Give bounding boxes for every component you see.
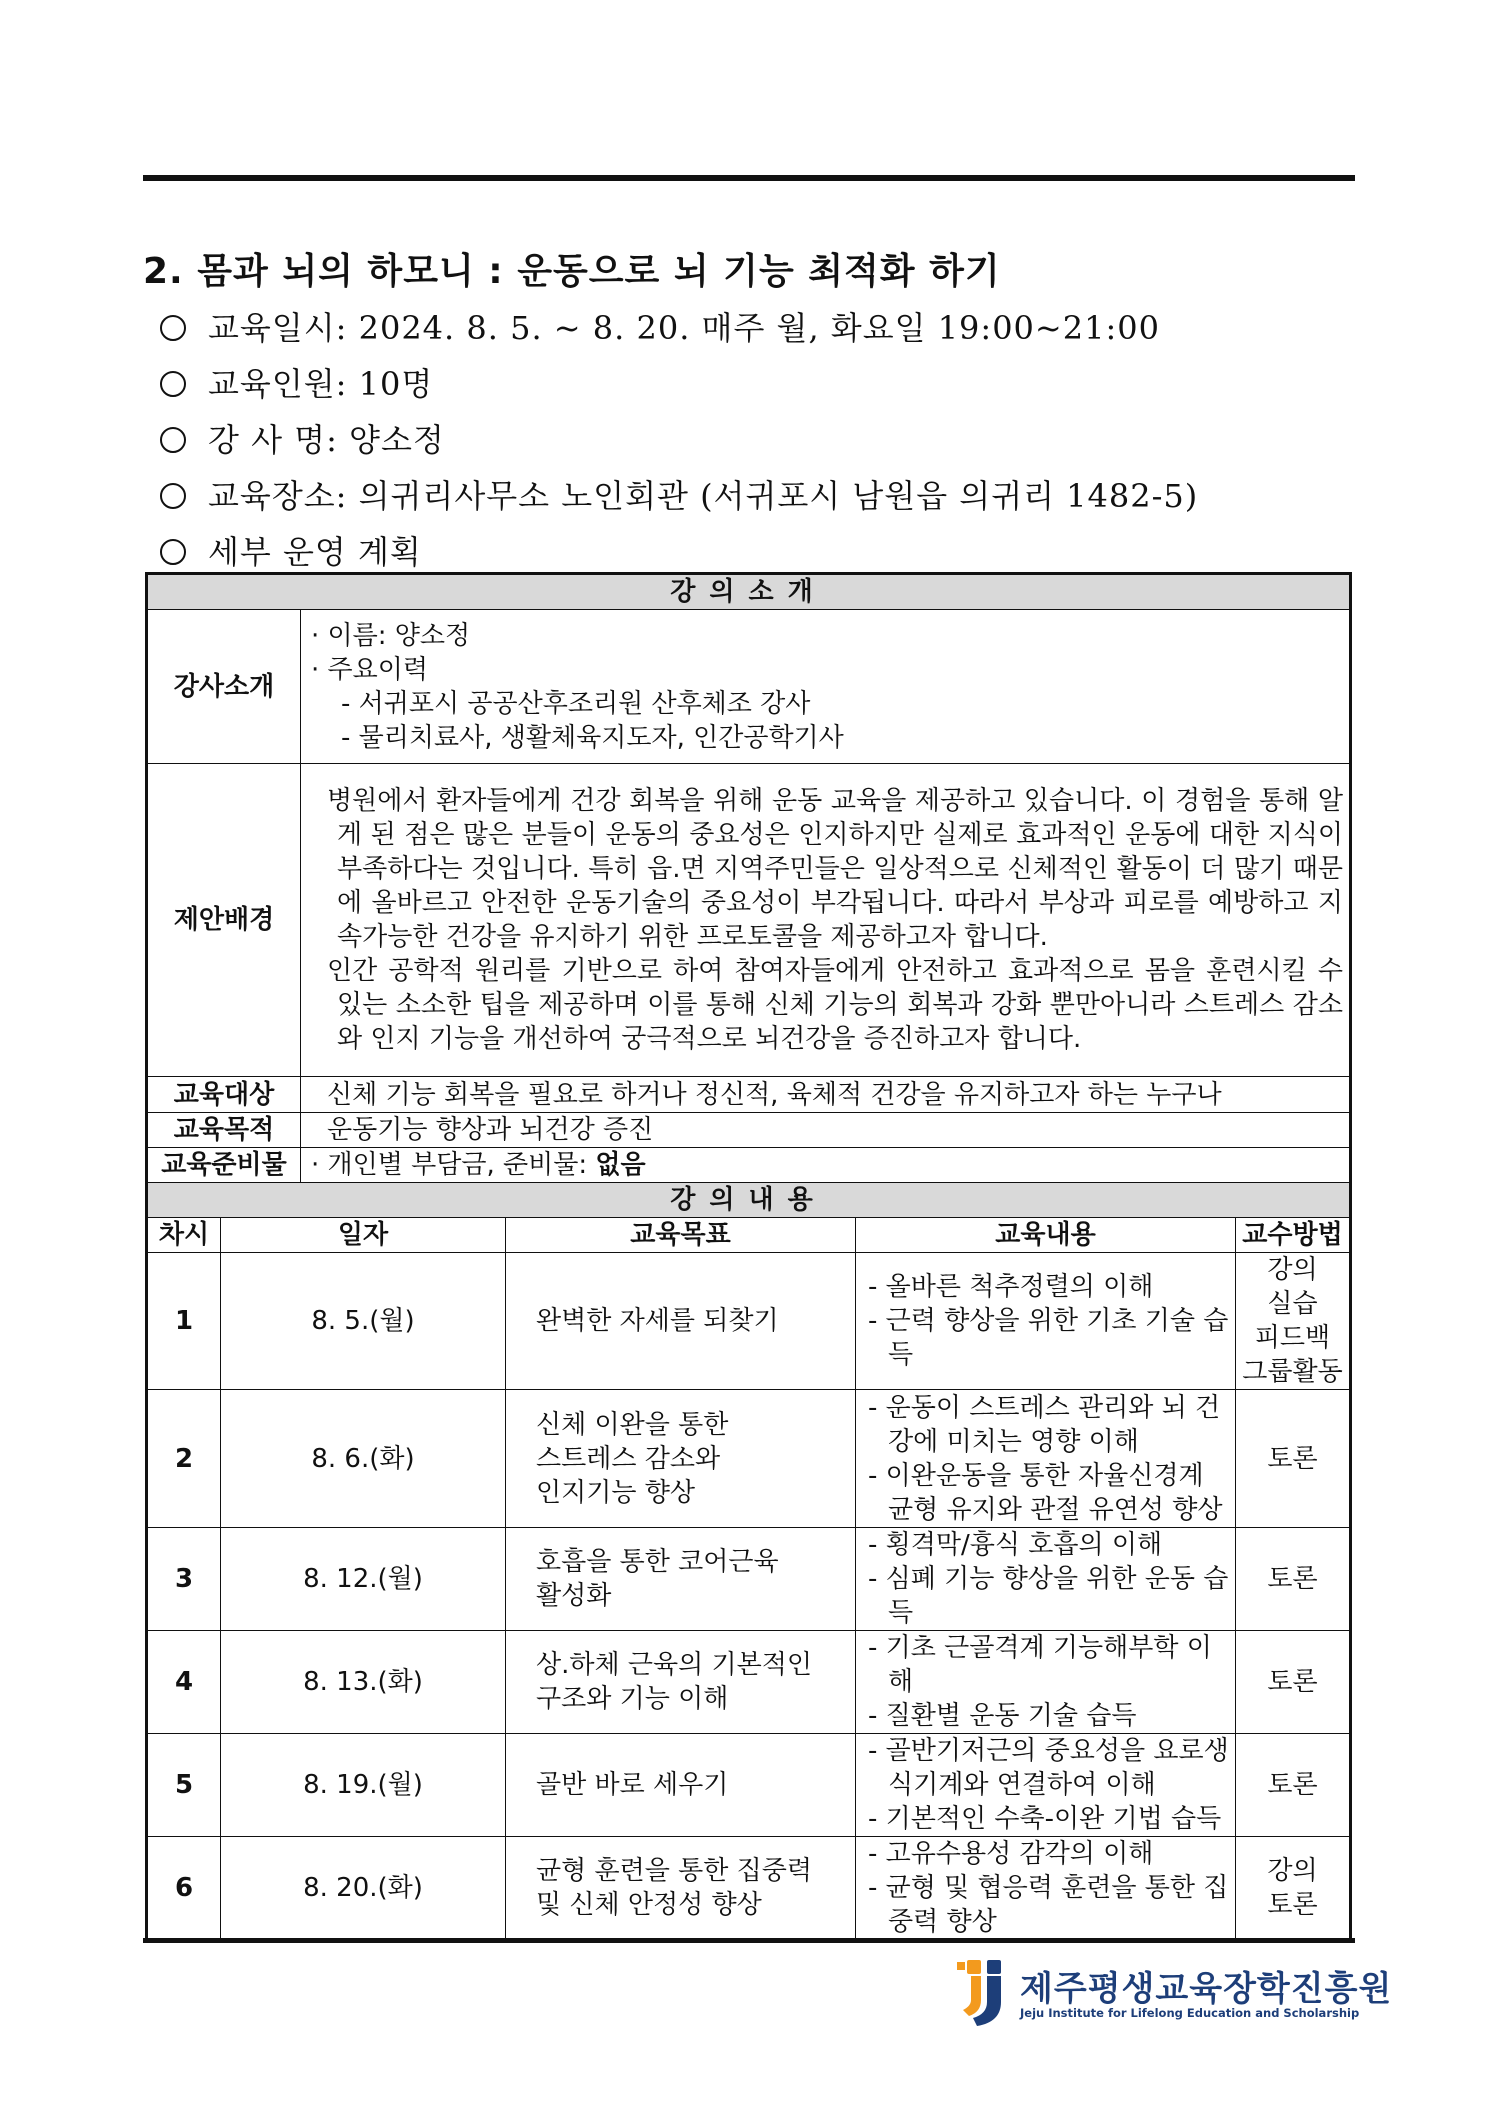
- session-method: [1236, 1390, 1351, 1528]
- method-item: 피드백: [1254, 1323, 1331, 1353]
- session-content: [856, 1631, 1236, 1734]
- objective-line: 상.하체 근육의 기본적인: [536, 1650, 812, 1680]
- method-item: 토론: [1267, 1667, 1318, 1697]
- schedule-body: [147, 1253, 1351, 1941]
- content-item: - 질환별 운동 기술 습득: [868, 1701, 1137, 1731]
- objective-line: 및 신체 안정성 향상: [536, 1890, 762, 1920]
- top-rule: [143, 175, 1355, 181]
- schedule-row: [147, 1837, 1351, 1941]
- content-item: - 골반기저근의 중요성을 요로생식기계와 연결하여 이해: [868, 1736, 1229, 1800]
- institute-logo-icon: [957, 1960, 1013, 2026]
- schedule-row: [147, 1390, 1351, 1528]
- content-item: - 심폐 기능 향상을 위한 운동 습득: [868, 1564, 1229, 1628]
- section-heading: 2. 몸과 뇌의 하모니 : 운동으로 뇌 기능 최적화 하기: [143, 251, 1001, 292]
- institute-name-en: Jeju Institute for Lifelong Education and Scholarship: [1020, 2006, 1360, 2020]
- content-item: - 올바른 척추정렬의 이해: [868, 1272, 1154, 1302]
- content-item: - 이완운동을 통한 자율신경계 균형 유지와 관절 유연성 향상: [868, 1460, 1223, 1525]
- schedule-section-title: 강의내용: [147, 1183, 1351, 1218]
- instructor-label: 강사소개: [147, 610, 301, 764]
- session-number: 1: [147, 1253, 221, 1390]
- background-label: 제안배경: [147, 764, 301, 1077]
- content-item: - 근력 향상을 위한 기초 기술 습득: [868, 1306, 1229, 1370]
- session-objective: [506, 1390, 856, 1528]
- institute-name: 제주평생교육장학진흥원: [1020, 1969, 1393, 2009]
- session-objective: [506, 1837, 856, 1941]
- method-item: 실습: [1267, 1289, 1318, 1319]
- schedule-row: [147, 1253, 1351, 1390]
- session-method: [1236, 1734, 1351, 1837]
- instructor-career-item: - 물리치료사, 생활체육지도자, 인간공학기사: [341, 722, 844, 753]
- session-content: [856, 1837, 1236, 1941]
- session-number: 6: [147, 1837, 221, 1941]
- target-value: 신체 기능 회복을 필요로 하거나 정신적, 육체적 건강을 유지하고자 하는 누구나: [301, 1077, 1351, 1113]
- plan-table: [145, 572, 1352, 1942]
- schedule-row: [147, 1631, 1351, 1734]
- objective-line: 인지기능 향상: [536, 1477, 695, 1508]
- session-number: 2: [147, 1390, 221, 1528]
- session-method: [1236, 1837, 1351, 1941]
- circle-bullet-icon: [160, 539, 186, 565]
- objective-line: 균형 훈련을 통한 집중력: [536, 1856, 812, 1886]
- objective-line: 신체 이완을 통한: [536, 1409, 729, 1440]
- content-item: - 균형 및 협응력 훈련을 통한 집중력 향상: [868, 1873, 1229, 1937]
- circle-bullet-icon: [160, 427, 186, 453]
- session-number: 3: [147, 1528, 221, 1631]
- col-header-content: 교육내용: [856, 1218, 1236, 1253]
- session-date: 8. 12.(월): [221, 1528, 506, 1631]
- info-capacity: 교육인원: 10명: [160, 359, 433, 405]
- session-content: [856, 1734, 1236, 1837]
- target-label: 교육대상: [147, 1077, 301, 1113]
- col-header-session: 차시: [147, 1218, 221, 1253]
- goal-label: 교육목적: [147, 1113, 301, 1148]
- circle-bullet-icon: [160, 315, 186, 341]
- method-item: 토론: [1267, 1890, 1318, 1920]
- method-item: 강의: [1267, 1856, 1318, 1886]
- session-content: [856, 1528, 1236, 1631]
- background-cell: [301, 764, 1351, 1077]
- circle-bullet-icon: [160, 371, 186, 397]
- session-number: 4: [147, 1631, 221, 1734]
- col-header-objective: 교육목표: [506, 1218, 856, 1253]
- content-item: - 고유수용성 감각의 이해: [868, 1839, 1154, 1869]
- session-content: [856, 1253, 1236, 1390]
- instructor-cell: [301, 610, 1351, 764]
- session-date: 8. 6.(화): [221, 1390, 506, 1528]
- session-objective: [506, 1734, 856, 1837]
- intro-section-title: 강의소개: [147, 574, 1351, 610]
- objective-line: 호흡을 통한 코어근육: [536, 1547, 779, 1577]
- objective-line: 구조와 기능 이해: [536, 1684, 729, 1714]
- session-date: 8. 19.(월): [221, 1734, 506, 1837]
- prep-value: · 개인별 부담금, 준비물: 없음: [301, 1148, 1351, 1183]
- info-location: 교육장소: 의귀리사무소 노인회관 (서귀포시 남원읍 의귀리 1482-5): [160, 471, 1198, 517]
- content-item: - 기본적인 수축-이완 기법 습득: [868, 1804, 1222, 1834]
- info-instructor: 강 사 명: 양소정: [160, 415, 445, 461]
- session-method: [1236, 1253, 1351, 1390]
- objective-line: 골반 바로 세우기: [536, 1770, 729, 1800]
- prep-label: 교육준비물: [147, 1148, 301, 1183]
- schedule-row: [147, 1528, 1351, 1631]
- circle-bullet-icon: [160, 483, 186, 509]
- session-method: [1236, 1631, 1351, 1734]
- session-objective: [506, 1253, 856, 1390]
- objective-line: 활성화: [536, 1581, 612, 1611]
- instructor-career-item: - 서귀포시 공공산후조리원 산후체조 강사: [341, 688, 811, 719]
- instructor-name: · 이름: 양소정: [311, 620, 471, 651]
- background-paragraph: 인간 공학적 원리를 기반으로 하여 참여자들에게 안전하고 효과적으로 몸을 훈련시킬 수 있는 소소한 팁을 제공하며 이를 통해 신체 기능의 회복과 강화 뿐만아니라 스트레스 감소와 인지 기능을 개선하여 궁극적으로 뇌건강을 증진하고자 합니다.: [327, 956, 1343, 1054]
- prep-emphasis: 없음: [595, 1150, 646, 1180]
- info-plan: 세부 운영 계획: [160, 527, 422, 573]
- method-item: 그룹활동: [1242, 1357, 1343, 1387]
- col-header-date: 일자: [221, 1218, 506, 1253]
- schedule-row: [147, 1734, 1351, 1837]
- method-item: 토론: [1267, 1443, 1318, 1474]
- info-date: 교육일시: 2024. 8. 5. ~ 8. 20. 매주 월, 화요일 19:00~21:00: [160, 303, 1160, 349]
- objective-line: 스트레스 감소와: [536, 1443, 721, 1474]
- objective-line: 완벽한 자세를 되찾기: [536, 1306, 779, 1336]
- method-item: 강의: [1267, 1255, 1318, 1285]
- session-number: 5: [147, 1734, 221, 1837]
- bottom-rule: [143, 1938, 1355, 1943]
- session-method: [1236, 1528, 1351, 1631]
- background-paragraph: 병원에서 환자들에게 건강 회복을 위해 운동 교육을 제공하고 있습니다. 이 경험을 통해 알게 된 점은 많은 분들이 운동의 중요성은 인지하지만 실제로 효과적인 운동에 대한 지식이 부족하다는 것입니다. 특히 읍.면 지역주민들은 일상적으로 신체적인 활동이 더 많기 때문에 올바르고 안전한 운동기술의 중요성이 부각됩니다. 따라서 부상과 피로를 예방하고 지속가능한 건강을 유지하기 위한 프로토콜을 제공하고자 합니다.: [327, 786, 1343, 952]
- col-header-method: 교수방법: [1236, 1218, 1351, 1253]
- content-item: - 횡격막/흉식 호흡의 이해: [868, 1530, 1163, 1560]
- session-date: 8. 20.(화): [221, 1837, 506, 1941]
- session-date: 8. 5.(월): [221, 1253, 506, 1390]
- content-item: - 운동이 스트레스 관리와 뇌 건강에 미치는 영향 이해: [868, 1392, 1221, 1457]
- method-item: 토론: [1267, 1564, 1318, 1594]
- session-content: [856, 1390, 1236, 1528]
- content-item: - 기초 근골격계 기능해부학 이해: [868, 1633, 1212, 1697]
- session-date: 8. 13.(화): [221, 1631, 506, 1734]
- goal-value: 운동기능 향상과 뇌건강 증진: [301, 1113, 1351, 1148]
- method-item: 토론: [1267, 1770, 1318, 1800]
- instructor-career-heading: · 주요이력: [311, 654, 428, 685]
- session-objective: [506, 1528, 856, 1631]
- session-objective: [506, 1631, 856, 1734]
